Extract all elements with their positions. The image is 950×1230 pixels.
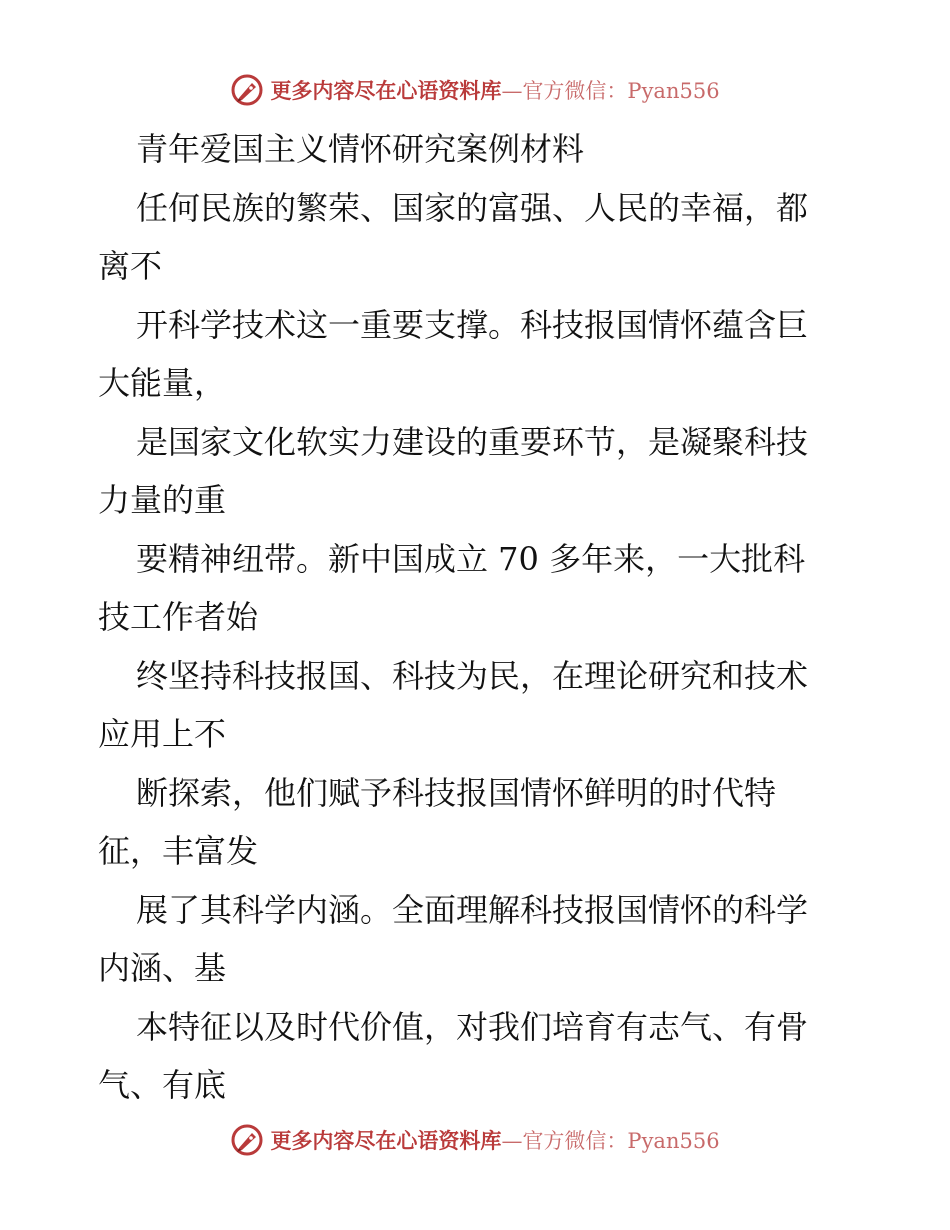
header-banner-inner	[230, 73, 719, 107]
paragraph-line: 本特征以及时代价值，对我们培育有志气、有骨	[136, 1007, 809, 1046]
document-title: 青年爱国主义情怀研究案例材料	[136, 130, 585, 168]
header-banner-wechat: —官方微信：Pyan556	[501, 79, 720, 103]
paragraph-line: 任何民族的繁荣、国家的富强、人民的幸福，都	[136, 188, 809, 227]
footer-banner-text	[270, 1125, 719, 1155]
paragraph-line: 征，丰富发	[98, 832, 259, 870]
paragraph-line: 是国家文化软实力建设的重要环节，是凝聚科技	[136, 422, 809, 461]
paragraph-line: 要精神纽带。新中国成立 70 多年来，一大批科	[136, 539, 806, 578]
pen-nib-logo-icon	[230, 1123, 264, 1157]
paragraph-line: 开科学技术这一重要支撑。科技报国情怀蕴含巨	[136, 305, 809, 344]
paragraph-line: 技工作者始	[98, 598, 259, 636]
footer-banner-inner	[230, 1123, 719, 1157]
pen-nib-logo-icon	[230, 73, 264, 107]
footer-banner-main: 更多内容尽在心语资料库	[270, 1128, 502, 1153]
paragraph-line: 终坚持科技报国、科技为民，在理论研究和技术	[136, 656, 809, 695]
paragraph-line: 展了其科学内涵。全面理解科技报国情怀的科学	[136, 890, 809, 929]
paragraph-line: 气、有底	[98, 1066, 227, 1104]
footer-banner-wechat: —官方微信：Pyan556	[501, 1129, 720, 1153]
footer-watermark-banner	[0, 1120, 950, 1160]
paragraph-line: 力量的重	[98, 481, 227, 519]
paragraph-line: 离不	[98, 247, 163, 285]
document-body	[98, 120, 858, 1115]
header-watermark-banner	[0, 70, 950, 110]
paragraph-line: 应用上不	[98, 715, 227, 753]
header-banner-text	[270, 75, 719, 105]
paragraph-line: 断探索，他们赋予科技报国情怀鲜明的时代特	[136, 773, 777, 812]
header-banner-main: 更多内容尽在心语资料库	[270, 78, 502, 103]
paragraph-line: 内涵、基	[98, 949, 227, 987]
paragraph-line: 大能量，	[98, 364, 227, 402]
